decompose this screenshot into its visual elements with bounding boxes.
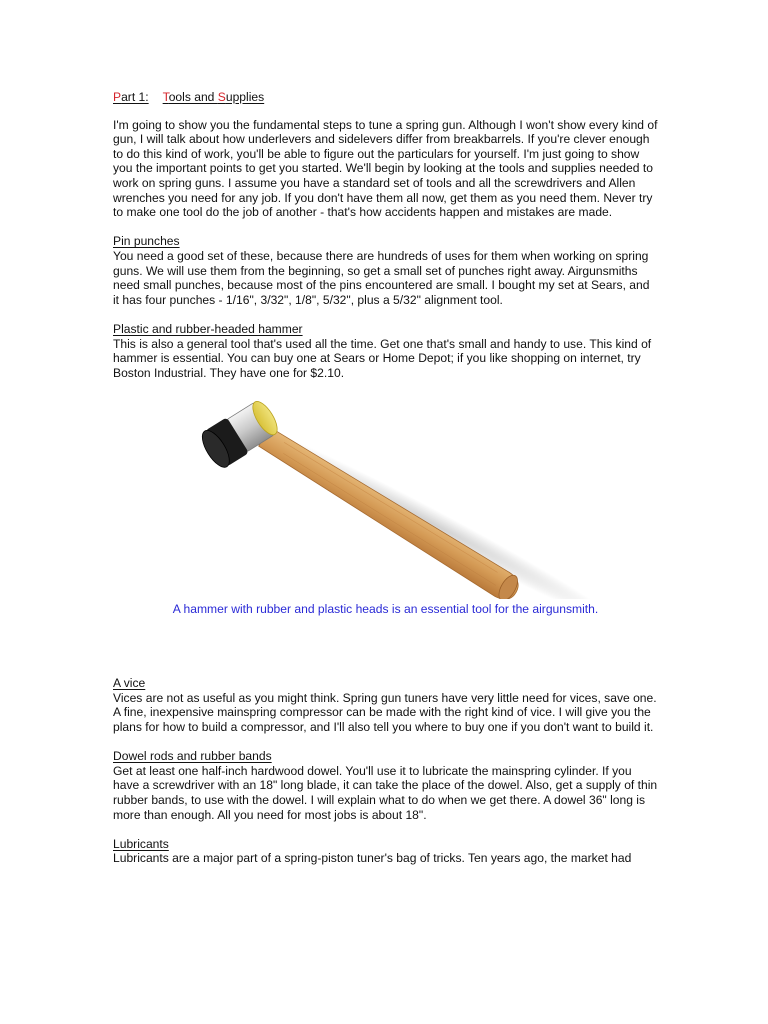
hammer-figure	[113, 384, 658, 618]
page-heading	[113, 90, 658, 105]
heading-initial-t: T	[162, 90, 169, 104]
heading-initial-s: S	[217, 90, 226, 104]
section-body: This is also a general tool that's used all the time. Get one that's small and handy to use. This kind of hammer is essential. You can buy one at Sears or Home Depot; if you like shopping on internet, try Boston Industrial. They have one for $2.10.	[113, 336, 652, 380]
section-vice	[113, 676, 658, 734]
section-body: Get at least one half-inch hardwood dowel. You'll use it to lubricate the mainspring cylinder. If you have a screwdriver with an 18" long blade, it can take the place of the dowel. Also, get a supply of thin rubber bands, to use with the dowel. I will explain what to do when we get there. A dowel 36" long is more than enough. All you need for most jobs is about 18".	[113, 763, 658, 822]
heading-tools-text: ools and	[168, 90, 218, 104]
section-hammer	[113, 322, 658, 380]
section-dowel-rods	[113, 749, 658, 822]
document-page	[113, 90, 658, 881]
figure-caption: A hammer with rubber and plastic heads is an essential tool for the airgunsmith.	[172, 602, 599, 617]
hammer-handle	[253, 427, 526, 599]
hammer-image	[113, 384, 658, 599]
section-title: Plastic and rubber-headed hammer	[113, 321, 303, 336]
section-body: Lubricants are a major part of a spring-piston tuner's bag of tricks. Ten years ago, the market had	[113, 851, 632, 866]
section-lubricants	[113, 837, 658, 866]
section-body: You need a good set of these, because there are hundreds of uses for them when working on spring guns. We will use them from the beginning, so get a small set of punches right away. Airgunsmiths need small punches, because most of the pins encountered are small. I bought my set at Sears, and it has four punches - 1/16", 3/32", 1/8", 5/32", plus a 5/32" alignment tool.	[113, 248, 650, 307]
heading-part-text: art 1:	[121, 90, 149, 104]
section-pin-punches	[113, 234, 658, 307]
section-title: A vice	[113, 676, 146, 691]
section-title: Pin punches	[113, 234, 180, 249]
heading-supplies-text: upplies	[225, 90, 265, 104]
section-title: Dowel rods and rubber bands	[113, 749, 272, 764]
heading-initial-p: P	[113, 90, 122, 104]
section-title: Lubricants	[113, 836, 169, 851]
hammer-shadow	[241, 413, 625, 599]
hammer-head	[197, 396, 283, 471]
section-body: Vices are not as useful as you might think. Spring gun tuners have very little need for vices, save one. A fine, inexpensive mainspring compressor can be made with the right kind of vice. I will give you the plans for how to build a compressor, and I'll also tell you where to buy one if you don't want to build it.	[113, 690, 657, 735]
intro-paragraph: I'm going to show you the fundamental steps to tune a spring gun. Although I won't show every kind of gun, I will talk about how underlevers and sidelevers differ from breakbarrels. If you're clever enough to do this kind of work, you'll be able to figure out the particulars for yourself. I'm just going to show you the important points to get you started. We'll begin by looking at the tools and supplies needed to work on spring guns. I assume you have a standard set of tools and all the screwdrivers and Allen wrenches you need for any job. If you don't have them all now, get them as you need them. Never try to make one tool do the job of another - that's how accidents happen and mistakes are made.	[113, 117, 658, 220]
